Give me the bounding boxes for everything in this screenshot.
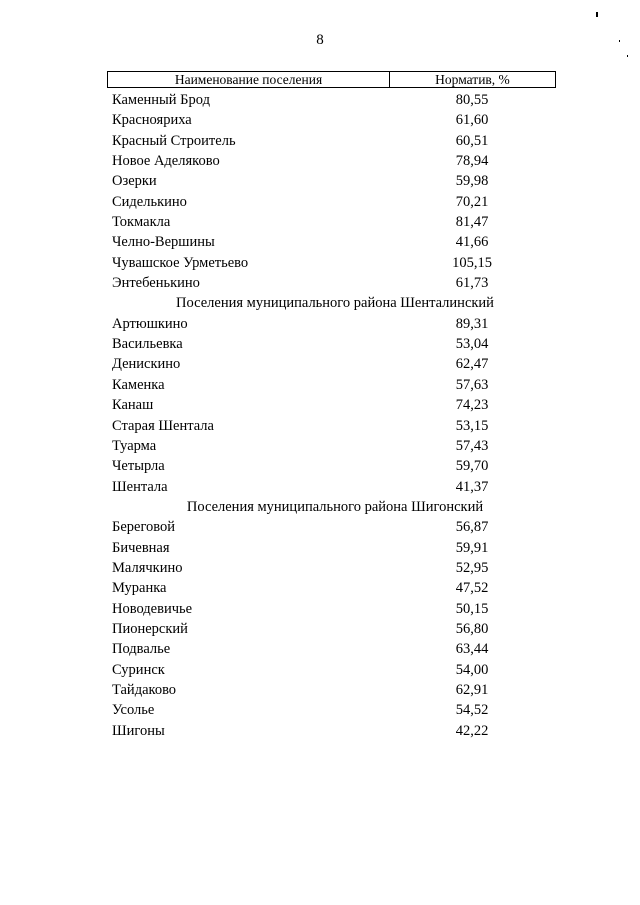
norm-value: 61,60 (455, 112, 489, 129)
settlement-name: Токмакла (112, 214, 171, 231)
table-row (0, 558, 640, 578)
settlement-name: Артюшкино (112, 315, 188, 332)
table-row (0, 273, 640, 293)
settlement-name: Суринск (112, 661, 165, 678)
settlement-name: Каменный Брод (112, 92, 210, 108)
norm-value: 47,52 (455, 580, 489, 597)
settlement-name: Береговой (112, 519, 176, 536)
table-header (107, 71, 556, 88)
norm-value: 89,31 (455, 315, 489, 332)
norm-value: 70,21 (455, 193, 489, 210)
norm-value: 63,44 (455, 641, 489, 658)
settlement-name: Красный Строитель (112, 132, 236, 149)
table-row (0, 334, 640, 354)
section-heading: Поселения муниципального района Шигонский (186, 498, 484, 515)
table-body (0, 90, 640, 741)
settlement-name: Старая Шентала (112, 417, 214, 434)
settlement-name: Энтебенькино (112, 275, 200, 292)
norm-value: 80,55 (455, 92, 489, 108)
settlement-name: Муранка (112, 580, 167, 597)
table-row (0, 354, 640, 374)
settlement-name: Четырла (112, 458, 165, 475)
norm-value: 59,91 (455, 539, 489, 556)
table-row (0, 477, 640, 497)
table-row (0, 599, 640, 619)
table-row (0, 517, 640, 537)
norm-value: 105,15 (452, 254, 492, 271)
settlement-name: Краснояриха (112, 112, 192, 129)
table-row (0, 578, 640, 598)
norm-value: 74,23 (455, 397, 489, 414)
norm-value: 56,80 (455, 620, 489, 637)
settlement-name: Денискино (112, 356, 181, 373)
table-row (0, 314, 640, 334)
settlement-name: Шигоны (112, 722, 165, 739)
settlement-name: Малячкино (112, 559, 183, 576)
norm-value: 60,51 (455, 132, 489, 149)
norm-value: 52,95 (455, 559, 489, 576)
norm-value: 56,87 (455, 519, 489, 536)
norm-value: 50,15 (455, 600, 489, 617)
settlement-name: Каменка (112, 376, 165, 393)
norm-value: 62,47 (455, 356, 489, 373)
scan-speck (619, 40, 620, 42)
settlement-name: Озерки (112, 173, 157, 190)
table-row (0, 212, 640, 232)
norm-value: 59,70 (455, 458, 489, 475)
table-row (0, 436, 640, 456)
settlement-name: Новодевичье (112, 600, 193, 617)
settlement-name: Сиделькино (112, 193, 187, 210)
table-row (0, 90, 640, 110)
column-header-norm: Норматив, % (435, 72, 510, 87)
table-row (0, 253, 640, 273)
norm-value: 61,73 (455, 275, 489, 292)
table-row (0, 110, 640, 130)
settlement-name: Пионерский (112, 620, 188, 637)
settlement-name: Усолье (112, 702, 155, 719)
table-row (0, 721, 640, 741)
table-row (0, 232, 640, 252)
scan-speck (596, 12, 598, 17)
settlement-name: Новое Аделяково (112, 153, 220, 170)
settlement-name: Шентала (112, 478, 168, 495)
settlement-name: Подвалье (112, 641, 171, 658)
norm-value: 53,15 (455, 417, 489, 434)
norm-value: 57,63 (455, 376, 489, 393)
norm-value: 41,37 (455, 478, 489, 495)
table-row (0, 171, 640, 191)
settlement-name: Туарма (112, 437, 157, 454)
norm-value: 78,94 (455, 153, 489, 170)
norm-value: 42,22 (455, 722, 489, 739)
table-row (0, 700, 640, 720)
settlement-name: Челно-Вершины (112, 234, 215, 251)
table-row (0, 538, 640, 558)
column-header-settlement: Наименование поселения (108, 72, 390, 87)
norm-value: 41,66 (455, 234, 489, 251)
norm-value: 53,04 (455, 336, 489, 353)
norm-value: 57,43 (455, 437, 489, 454)
scan-speck (627, 55, 628, 57)
table-row (0, 375, 640, 395)
table-row (0, 151, 640, 171)
settlement-name: Васильевка (112, 336, 183, 353)
table-row (0, 639, 640, 659)
table-row (0, 660, 640, 680)
norm-value: 81,47 (455, 214, 489, 231)
table-row (0, 192, 640, 212)
table-row (0, 619, 640, 639)
section-heading: Поселения муниципального района Шенталинский (176, 295, 494, 312)
table-row (0, 131, 640, 151)
table-row (0, 395, 640, 415)
settlement-name: Чувашское Урметьево (112, 254, 249, 271)
norm-value: 62,91 (455, 681, 489, 698)
settlement-name: Тайдаково (112, 681, 177, 698)
norm-value: 54,52 (455, 702, 489, 719)
table-row (0, 456, 640, 476)
page-number: 8 (316, 32, 324, 48)
norm-value: 59,98 (455, 173, 489, 190)
settlement-name: Канаш (112, 397, 154, 414)
norm-value: 54,00 (455, 661, 489, 678)
table-row (0, 416, 640, 436)
table-row (0, 680, 640, 700)
settlement-name: Бичевная (112, 539, 170, 556)
